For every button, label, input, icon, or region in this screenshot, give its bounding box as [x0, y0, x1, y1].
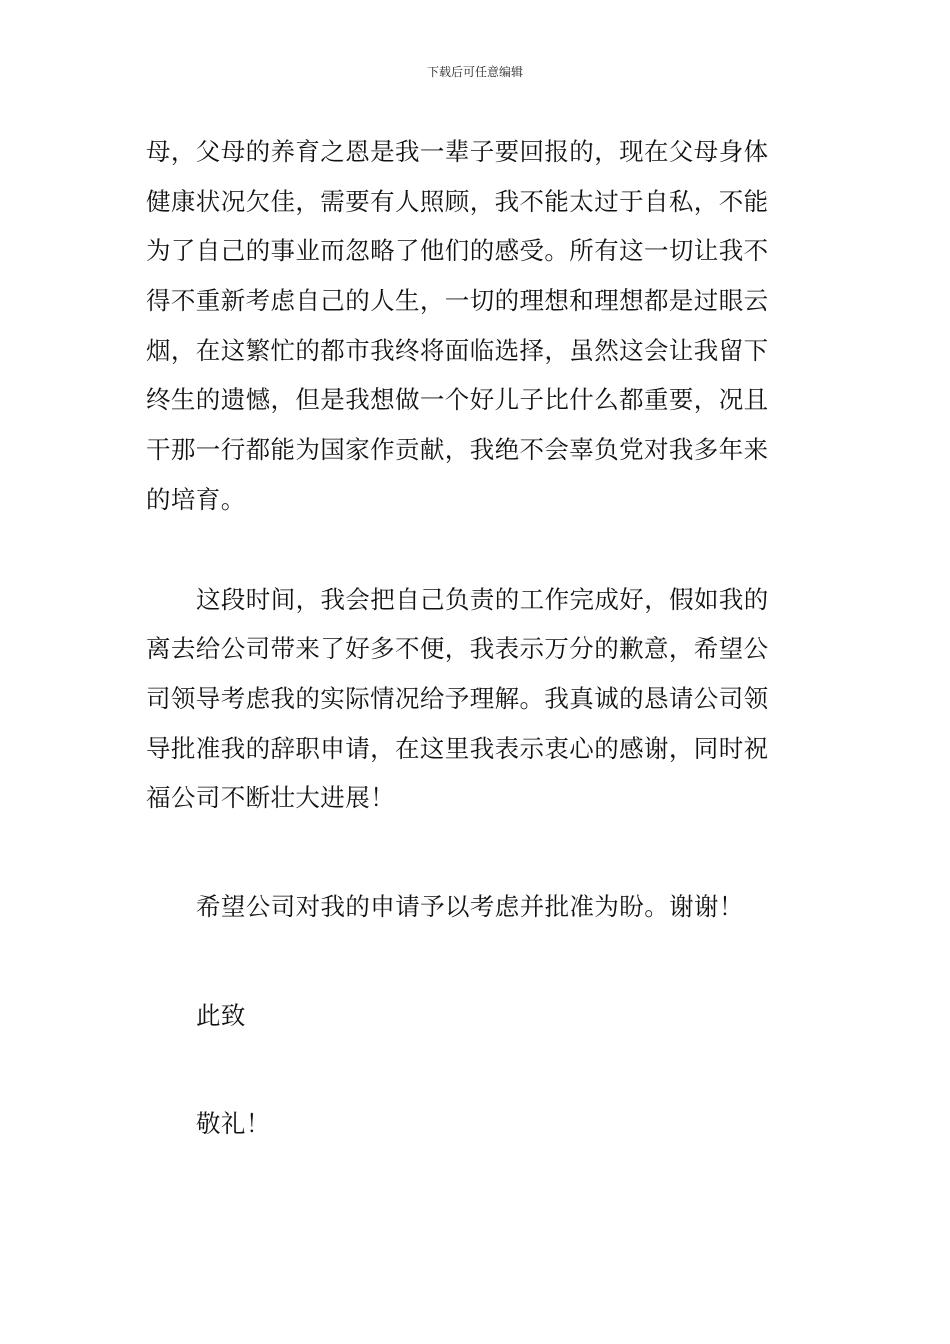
text-line: 导批准我的辞职申请，在这里我表示衷心的感谢，同时祝: [146, 733, 769, 763]
document-body: [146, 127, 814, 1149]
text-line: 烟，在这繁忙的都市我终将面临选择，虽然这会让我留下: [146, 335, 769, 365]
text-line: 终生的遗憾，但是我想做一个好儿子比什么都重要，况且: [146, 385, 769, 415]
text-line: 为了自己的事业而忽略了他们的感受。所有这一切让我不: [146, 236, 769, 266]
text-line: 福公司不断壮大进展！: [146, 783, 395, 813]
paragraph-family-reasons: [146, 127, 814, 525]
paragraph-work-handover: [146, 575, 814, 823]
text-line: 敬礼！: [196, 1109, 271, 1139]
text-line: 得不重新考虑自己的人生，一切的理想和理想都是过眼云: [146, 286, 769, 316]
closing-regards: [146, 1099, 814, 1149]
text-line: 的培育。: [146, 484, 246, 514]
closing-salutation: [146, 991, 814, 1041]
text-line: 此致: [196, 1000, 246, 1030]
text-line: 母，父母的养育之恩是我一辈子要回报的，现在父母身体: [146, 137, 769, 166]
text-line: 希望公司对我的申请予以考虑并批准为盼。谢谢！: [196, 891, 744, 921]
text-line: 这段时间，我会把自己负责的工作完成好，假如我的: [196, 584, 769, 614]
paragraph-request: [146, 882, 814, 932]
text-line: 离去给公司带来了好多不便，我表示万分的歉意，希望公: [146, 634, 769, 664]
text-line: 司领导考虑我的实际情况给予理解。我真诚的恳请公司领: [146, 683, 769, 713]
text-line: 干那一行都能为国家作贡献，我绝不会辜负党对我多年来: [146, 435, 769, 465]
page-header: 下载后可任意编辑: [426, 65, 523, 79]
text-line: 健康状况欠佳，需要有人照顾，我不能太过于自私，不能: [146, 186, 769, 216]
